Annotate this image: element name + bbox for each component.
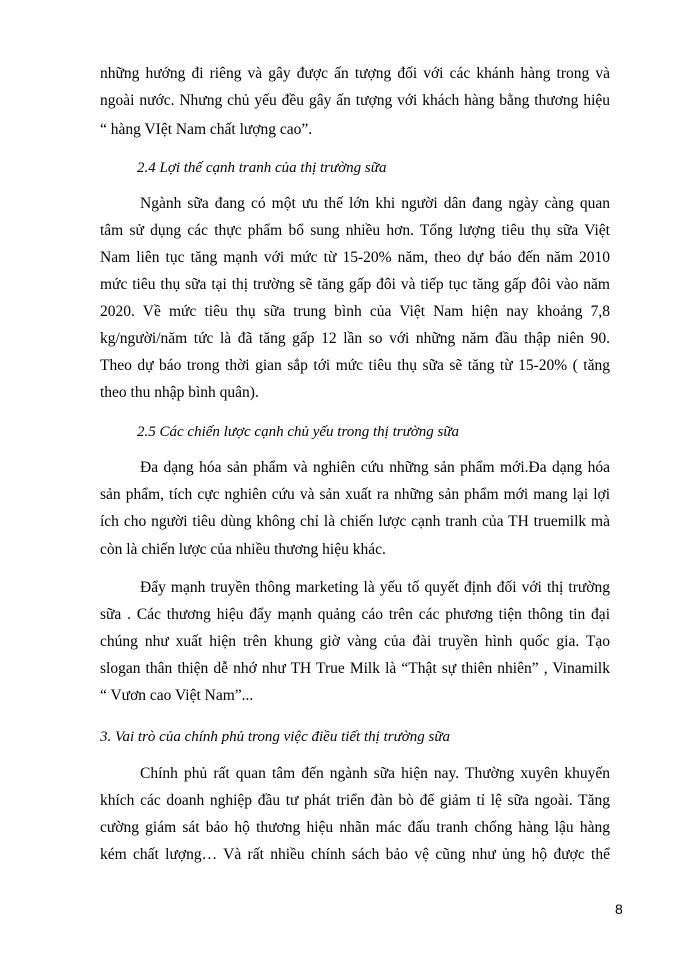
section-heading-3: 3. Vai trò của chính phủ trong việc điều tiết thị trường sữa: [100, 729, 451, 745]
text-line: theo thu nhập bình quân).: [100, 384, 259, 401]
text-line: Đẩy mạnh truyền thông marketing là yếu tố quyết định đối với thị trường: [140, 579, 610, 596]
text-line: Nam liên tục tăng mạnh với mức từ 15-20% năm, theo dự báo đến năm 2010: [100, 249, 610, 266]
text-line: ngoài nước. Nhưng chủ yếu đều gây ấn tượng với khách hàng bằng thương hiệu: [100, 92, 610, 109]
text-line: chúng như xuất hiện trên khung giờ vàng của đài truyền hình quốc gia. Tạo: [100, 633, 610, 650]
text-line: khích các doanh nghiệp đầu tư phát triển đàn bò để giảm tỉ lệ sữa ngoài. Tăng: [100, 792, 610, 809]
text-line: Theo dự báo trong thời gian sắp tới mức tiêu thụ sữa sẽ tăng từ 15-20% ( tăng: [100, 357, 610, 374]
text-line: tâm sử dụng các thực phẩm bổ sung nhiều hơn. Tổng lượng tiêu thụ sữa Việt: [100, 222, 610, 239]
text-line: mức tiêu thụ sữa tại thị trường sẽ tăng gấp đôi và tiếp tục tăng gấp đôi vào năm: [100, 276, 610, 293]
text-line: sản phẩm, tích cực nghiên cứu và sản xuất ra những sản phẩm mới mang lại lợi: [100, 486, 610, 503]
text-line: cường giám sát bảo hộ thương hiệu nhãn mác đấu tranh chống hàng lậu hàng: [100, 819, 610, 836]
text-line: “ hàng VIệt Nam chất lượng cao”.: [100, 121, 313, 138]
section-heading-2-5: 2.5 Các chiến lược cạnh chủ yếu trong thị trường sữa: [137, 424, 460, 440]
text-line: Đa dạng hóa sản phẩm và nghiên cứu những sản phẩm mới.Đa dạng hóa: [140, 459, 610, 476]
text-line: slogan thân thiện dễ nhớ như TH True Milk là “Thật sự thiên nhiên” , Vinamilk: [100, 660, 610, 677]
text-line: những hướng đi riêng và gây được ấn tượng đối với các khánh hàng trong và: [100, 65, 610, 82]
text-line: còn là chiến lược của nhiều thương hiệu khác.: [100, 541, 386, 558]
section-heading-2-4: 2.4 Lợi thế cạnh tranh của thị trường sữa: [137, 160, 387, 176]
text-line: kém chất lượng… Và rất nhiều chính sách bảo vệ cũng như ủng hộ được thể: [100, 846, 610, 863]
text-line: 2020. Về mức tiêu thụ sữa trung bình của Việt Nam hiện nay khoảng 7,8: [100, 303, 610, 320]
text-line: “ Vươn cao Việt Nam”...: [100, 687, 254, 704]
text-line: kg/người/năm tức là đã tăng gấp 12 lần so với những năm đầu thập niên 90.: [100, 330, 610, 347]
text-line: sữa . Các thương hiệu đẩy mạnh quảng cáo trên các phương tiện thông tin đại: [100, 606, 610, 623]
page-number: 8: [615, 901, 623, 917]
text-line: Ngành sữa đang có một ưu thế lớn khi người dân đang ngày càng quan: [140, 195, 610, 212]
text-line: Chính phủ rất quan tâm đến ngành sữa hiện nay. Thường xuyên khuyến: [140, 765, 610, 782]
text-line: ích cho người tiêu dùng không chỉ là chiến lược cạnh tranh của TH truemilk mà: [100, 513, 610, 530]
